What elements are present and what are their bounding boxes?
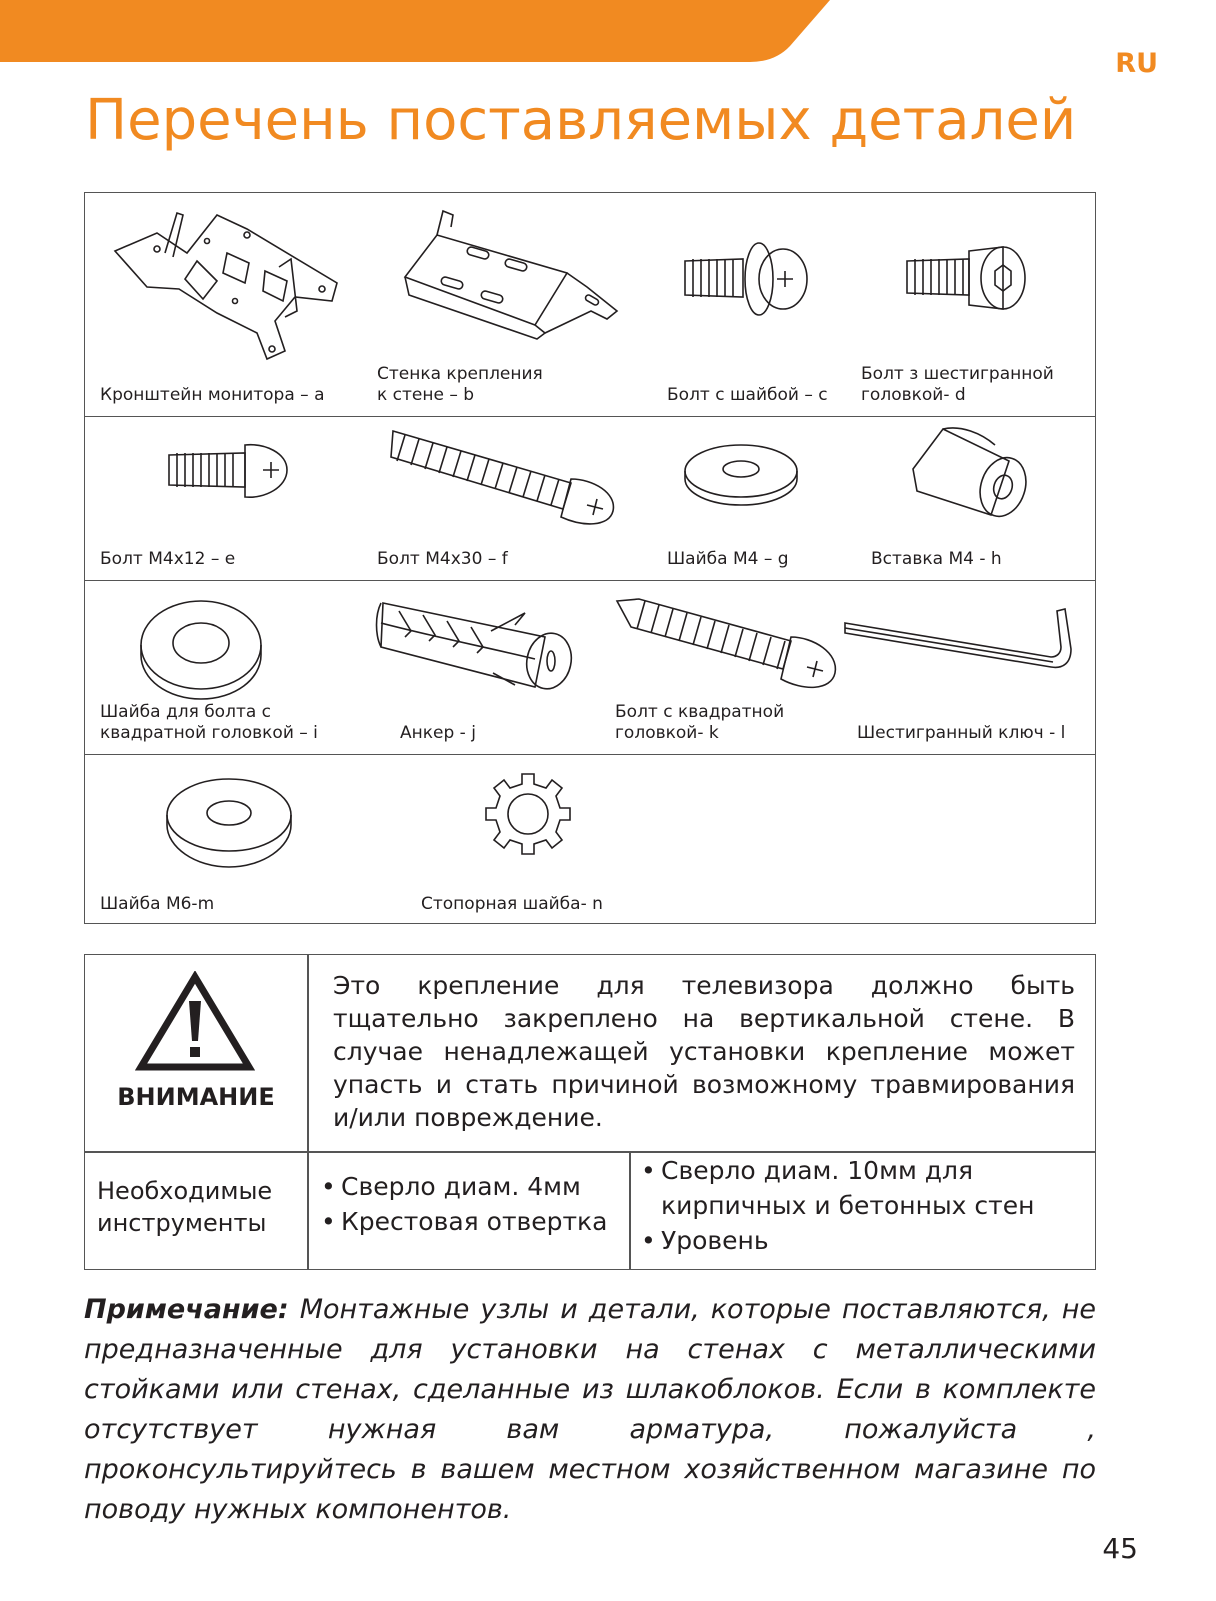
part-m-caption xyxy=(100,894,214,915)
parts-row-4 xyxy=(85,755,1095,925)
divider xyxy=(307,955,309,1269)
part-i-caption xyxy=(100,702,318,744)
note-text: Монтажные узлы и детали, которые поставляются, не предназначенные для установки на стенах с металлическими стойками или стенах, сделанные из шлакоблоков. Если в комплекте отсутствует нужная вам арматура, пожалуйста , проконсультируйтесь в вашем местном хозяйственном магазине по поводу нужных компонентов. xyxy=(84,1294,1096,1525)
monitor-bracket-icon xyxy=(107,201,352,361)
caption-line: Шайба для болта с xyxy=(100,702,272,722)
hex-socket-bolt-icon xyxy=(903,239,1043,319)
caption-line: Болт з шестигранной xyxy=(861,364,1054,384)
part-k-caption xyxy=(615,702,784,744)
part-b-caption xyxy=(377,364,543,406)
note-label: Примечание: xyxy=(84,1294,289,1325)
parts-table xyxy=(84,192,1096,924)
caption-line: Болт с квадратной xyxy=(615,702,785,722)
language-code: RU xyxy=(1115,48,1158,79)
caption-line: Шайба M6-m xyxy=(100,894,215,914)
note-paragraph xyxy=(84,1290,1096,1530)
caption-line: Анкер - j xyxy=(400,723,476,743)
caption-line: Кронштейн монитора – a xyxy=(100,385,325,405)
bolt-m4x30-icon xyxy=(389,421,629,531)
page-number: 45 xyxy=(1102,1532,1138,1565)
page-title: Перечень поставляемых деталей xyxy=(85,88,1077,153)
washer-m6-icon xyxy=(161,773,301,873)
caption-line: Болт M4x30 – f xyxy=(377,549,508,569)
wall-anchor-icon xyxy=(375,585,595,695)
tool-item: • Сверло диам. 10мм для кирпичных и бетонных стен xyxy=(641,1153,1081,1223)
tool-item: • Сверло диам. 4мм xyxy=(321,1169,607,1204)
tool-item: • Уровень xyxy=(641,1223,1081,1258)
part-j-caption xyxy=(400,723,476,744)
caption-line: головкой- d xyxy=(861,385,966,405)
part-h xyxy=(855,417,1097,580)
square-bolt-washer-icon xyxy=(137,595,267,705)
part-c xyxy=(655,193,855,416)
part-b xyxy=(365,193,655,416)
caption-line: Болт с шайбой – c xyxy=(667,385,828,405)
lock-washer-icon xyxy=(483,769,573,859)
tools-label-line: Необходимые xyxy=(97,1177,273,1205)
parts-row-2 xyxy=(85,417,1095,581)
part-n-caption xyxy=(421,894,603,915)
tool-item: • Крестовая отвертка xyxy=(321,1204,607,1239)
tools-list-2 xyxy=(641,1153,1081,1258)
caption-line: Шестигранный ключ - l xyxy=(857,723,1066,743)
part-e-caption xyxy=(100,549,235,570)
tools-label-line: инструменты xyxy=(97,1209,267,1237)
caption-line: Стенка крепления xyxy=(377,364,543,384)
part-d-caption xyxy=(861,364,1054,406)
part-f xyxy=(365,417,655,580)
divider xyxy=(629,1151,631,1269)
caption-line: Болт M4x12 – e xyxy=(100,549,236,569)
caption-line: Стопорная шайба- n xyxy=(421,894,603,914)
wall-plate-icon xyxy=(395,203,625,343)
hex-key-icon xyxy=(843,605,1083,675)
caption-line: Шайба M4 – g xyxy=(667,549,789,569)
caption-line: квадратной головкой – i xyxy=(100,723,318,743)
info-table xyxy=(84,954,1096,1270)
part-l xyxy=(855,581,1097,754)
caption-line: к стене – b xyxy=(377,385,475,405)
warning-triangle-icon xyxy=(135,971,255,1073)
washer-m4-icon xyxy=(679,441,809,511)
tools-label xyxy=(97,1175,272,1239)
part-l-caption xyxy=(857,723,1065,744)
warning-label: ВНИМАНИЕ xyxy=(117,1083,275,1111)
square-head-bolt-icon xyxy=(615,587,845,697)
part-g-caption xyxy=(667,549,789,570)
caption-line: Вставка M4 - h xyxy=(871,549,1002,569)
bolt-m4x12-icon xyxy=(165,437,295,507)
warning-text: Это крепление для телевизора должно быть тщательно закреплено на вертикальной стене. В случае ненадлежащей установки крепление может упасть и стать причиной возможному травмирования и/или повреждение. xyxy=(333,971,1075,1132)
header-banner xyxy=(0,0,830,62)
spacer-m4-icon xyxy=(903,423,1043,523)
part-a-caption xyxy=(100,385,325,406)
part-e xyxy=(85,417,365,580)
part-g xyxy=(655,417,855,580)
caption-line: головкой- k xyxy=(615,723,719,743)
tools-list-1 xyxy=(321,1169,607,1239)
part-i xyxy=(85,581,365,754)
part-m xyxy=(85,755,365,925)
part-j xyxy=(365,581,655,754)
bolt-with-washer-icon xyxy=(681,239,821,319)
parts-row-3 xyxy=(85,581,1095,755)
part-d xyxy=(855,193,1097,416)
part-h-caption xyxy=(871,549,1002,570)
parts-row-1 xyxy=(85,193,1095,417)
part-a xyxy=(85,193,365,416)
part-k xyxy=(615,581,855,754)
part-c-caption xyxy=(667,385,828,406)
part-n xyxy=(365,755,655,925)
part-f-caption xyxy=(377,549,508,570)
